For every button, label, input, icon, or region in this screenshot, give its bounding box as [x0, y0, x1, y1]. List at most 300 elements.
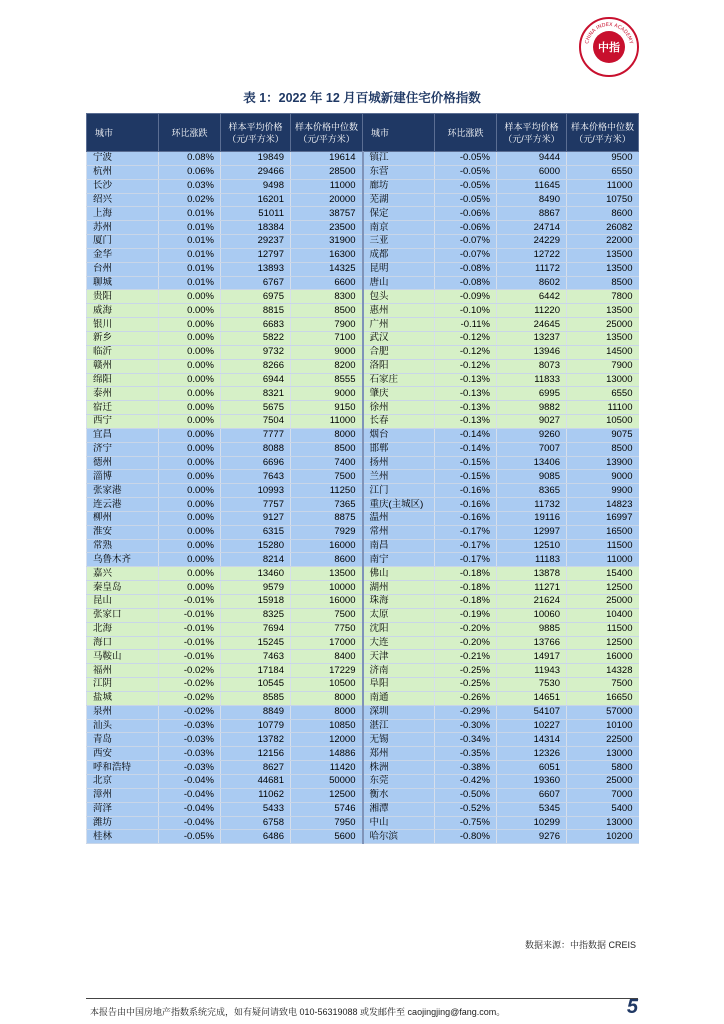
- city-cell: 杭州: [87, 165, 159, 179]
- change-cell: 0.00%: [159, 525, 221, 539]
- table-row: [87, 387, 639, 401]
- change-cell: 0.01%: [159, 276, 221, 290]
- avg-price-cell: 19116: [497, 511, 567, 525]
- avg-price-cell: 11183: [497, 553, 567, 567]
- change-cell: -0.03%: [159, 733, 221, 747]
- city-cell: 芜湖: [363, 193, 435, 207]
- median-price-cell: 9500: [567, 152, 639, 166]
- city-cell: 青岛: [87, 733, 159, 747]
- table-row: [87, 581, 639, 595]
- change-cell: -0.38%: [435, 761, 497, 775]
- change-cell: 0.01%: [159, 248, 221, 262]
- avg-price-cell: 8073: [497, 359, 567, 373]
- median-price-cell: 10850: [291, 719, 363, 733]
- change-cell: -0.18%: [435, 581, 497, 595]
- avg-price-cell: 9276: [497, 830, 567, 844]
- avg-price-cell: 6767: [221, 276, 291, 290]
- city-cell: 无锡: [363, 733, 435, 747]
- avg-price-cell: 29237: [221, 235, 291, 249]
- median-price-cell: 13000: [567, 373, 639, 387]
- avg-price-cell: 13946: [497, 345, 567, 359]
- table-row: [87, 539, 639, 553]
- median-price-cell: 13500: [567, 248, 639, 262]
- avg-price-cell: 10779: [221, 719, 291, 733]
- median-price-cell: 10500: [567, 415, 639, 429]
- city-cell: 乌鲁木齐: [87, 553, 159, 567]
- city-cell: 邯郸: [363, 442, 435, 456]
- avg-price-cell: 11220: [497, 304, 567, 318]
- avg-price-cell: 11271: [497, 581, 567, 595]
- median-price-cell: 8500: [567, 276, 639, 290]
- city-cell: 桂林: [87, 830, 159, 844]
- city-cell: 淮安: [87, 525, 159, 539]
- change-cell: 0.00%: [159, 511, 221, 525]
- median-price-cell: 12500: [567, 636, 639, 650]
- change-cell: -0.03%: [159, 747, 221, 761]
- median-price-cell: 8500: [567, 442, 639, 456]
- table-row: [87, 276, 639, 290]
- city-cell: 新乡: [87, 331, 159, 345]
- table-row: [87, 415, 639, 429]
- median-price-cell: 9000: [291, 345, 363, 359]
- change-cell: -0.13%: [435, 401, 497, 415]
- city-cell: 台州: [87, 262, 159, 276]
- logo-arc-text: CHINA INDEX ACADEMY: [584, 21, 634, 45]
- table-row: [87, 816, 639, 830]
- avg-price-cell: 13893: [221, 262, 291, 276]
- avg-price-cell: 8365: [497, 484, 567, 498]
- page-number: 5: [626, 996, 638, 1018]
- header-avg-price: 样本平均价格 （元/平方米）: [221, 114, 291, 152]
- median-price-cell: 8000: [291, 705, 363, 719]
- change-cell: 0.00%: [159, 304, 221, 318]
- change-cell: 0.00%: [159, 498, 221, 512]
- avg-price-cell: 11062: [221, 788, 291, 802]
- change-cell: -0.16%: [435, 511, 497, 525]
- city-cell: 南通: [363, 691, 435, 705]
- median-price-cell: 8000: [291, 428, 363, 442]
- city-cell: 厦门: [87, 235, 159, 249]
- change-cell: 0.00%: [159, 567, 221, 581]
- change-cell: -0.01%: [159, 608, 221, 622]
- avg-price-cell: 19360: [497, 774, 567, 788]
- avg-price-cell: 7757: [221, 498, 291, 512]
- median-price-cell: 13500: [291, 567, 363, 581]
- city-cell: 张家港: [87, 484, 159, 498]
- city-cell: 郑州: [363, 747, 435, 761]
- median-price-cell: 10100: [567, 719, 639, 733]
- median-price-cell: 7500: [567, 678, 639, 692]
- avg-price-cell: 14917: [497, 650, 567, 664]
- median-price-cell: 14886: [291, 747, 363, 761]
- city-cell: 嘉兴: [87, 567, 159, 581]
- median-price-cell: 11500: [567, 622, 639, 636]
- change-cell: -0.02%: [159, 691, 221, 705]
- change-cell: 0.00%: [159, 442, 221, 456]
- avg-price-cell: 7504: [221, 415, 291, 429]
- avg-price-cell: 11645: [497, 179, 567, 193]
- median-price-cell: 19614: [291, 152, 363, 166]
- median-price-cell: 14500: [567, 345, 639, 359]
- city-cell: 阜阳: [363, 678, 435, 692]
- avg-price-cell: 24229: [497, 235, 567, 249]
- table-row: [87, 359, 639, 373]
- median-price-cell: 7900: [291, 318, 363, 332]
- change-cell: -0.13%: [435, 387, 497, 401]
- table-row: [87, 456, 639, 470]
- change-cell: 0.01%: [159, 262, 221, 276]
- change-cell: -0.13%: [435, 373, 497, 387]
- avg-price-cell: 10299: [497, 816, 567, 830]
- city-cell: 太原: [363, 608, 435, 622]
- change-cell: 0.00%: [159, 318, 221, 332]
- city-cell: 西宁: [87, 415, 159, 429]
- median-price-cell: 16000: [291, 595, 363, 609]
- median-price-cell: 16000: [291, 539, 363, 553]
- avg-price-cell: 9579: [221, 581, 291, 595]
- city-cell: 金华: [87, 248, 159, 262]
- change-cell: -0.30%: [435, 719, 497, 733]
- table-row: [87, 622, 639, 636]
- avg-price-cell: 13766: [497, 636, 567, 650]
- avg-price-cell: 6315: [221, 525, 291, 539]
- city-cell: 洛阳: [363, 359, 435, 373]
- change-cell: 0.06%: [159, 165, 221, 179]
- avg-price-cell: 9732: [221, 345, 291, 359]
- table-row: [87, 304, 639, 318]
- avg-price-cell: 11833: [497, 373, 567, 387]
- median-price-cell: 9900: [567, 484, 639, 498]
- table-row: [87, 525, 639, 539]
- change-cell: -0.13%: [435, 415, 497, 429]
- avg-price-cell: 8585: [221, 691, 291, 705]
- table-row: [87, 470, 639, 484]
- table-row: [87, 318, 639, 332]
- median-price-cell: 15400: [567, 567, 639, 581]
- avg-price-cell: 7530: [497, 678, 567, 692]
- table-row: [87, 733, 639, 747]
- median-price-cell: 6600: [291, 276, 363, 290]
- change-cell: 0.00%: [159, 331, 221, 345]
- avg-price-cell: 6758: [221, 816, 291, 830]
- median-price-cell: 7750: [291, 622, 363, 636]
- change-cell: 0.01%: [159, 207, 221, 221]
- change-cell: -0.35%: [435, 747, 497, 761]
- median-price-cell: 7100: [291, 331, 363, 345]
- median-price-cell: 7900: [567, 359, 639, 373]
- avg-price-cell: 7007: [497, 442, 567, 456]
- change-cell: -0.42%: [435, 774, 497, 788]
- change-cell: -0.19%: [435, 608, 497, 622]
- avg-price-cell: 14651: [497, 691, 567, 705]
- change-cell: -0.14%: [435, 428, 497, 442]
- avg-price-cell: 6442: [497, 290, 567, 304]
- median-price-cell: 8875: [291, 511, 363, 525]
- table-row: [87, 636, 639, 650]
- median-price-cell: 10750: [567, 193, 639, 207]
- median-price-cell: 9075: [567, 428, 639, 442]
- change-cell: -0.75%: [435, 816, 497, 830]
- median-price-cell: 7400: [291, 456, 363, 470]
- median-price-cell: 13500: [567, 262, 639, 276]
- median-price-cell: 9000: [567, 470, 639, 484]
- city-cell: 廊坊: [363, 179, 435, 193]
- median-price-cell: 31900: [291, 235, 363, 249]
- avg-price-cell: 12797: [221, 248, 291, 262]
- avg-price-cell: 10993: [221, 484, 291, 498]
- table-row: [87, 401, 639, 415]
- avg-price-cell: 10227: [497, 719, 567, 733]
- change-cell: -0.16%: [435, 498, 497, 512]
- city-cell: 温州: [363, 511, 435, 525]
- city-cell: 福州: [87, 664, 159, 678]
- table-row: [87, 802, 639, 816]
- change-cell: -0.34%: [435, 733, 497, 747]
- median-price-cell: 8300: [291, 290, 363, 304]
- city-cell: 泰州: [87, 387, 159, 401]
- avg-price-cell: 6607: [497, 788, 567, 802]
- city-cell: 东营: [363, 165, 435, 179]
- avg-price-cell: 44681: [221, 774, 291, 788]
- footer-rule: [86, 998, 638, 999]
- city-cell: 威海: [87, 304, 159, 318]
- change-cell: -0.52%: [435, 802, 497, 816]
- city-cell: 佛山: [363, 567, 435, 581]
- change-cell: -0.25%: [435, 678, 497, 692]
- table-row: [87, 345, 639, 359]
- city-cell: 济宁: [87, 442, 159, 456]
- avg-price-cell: 6975: [221, 290, 291, 304]
- city-cell: 长春: [363, 415, 435, 429]
- city-cell: 湖州: [363, 581, 435, 595]
- table-row: [87, 262, 639, 276]
- city-cell: 保定: [363, 207, 435, 221]
- median-price-cell: 11000: [567, 179, 639, 193]
- table-row: [87, 691, 639, 705]
- median-price-cell: 9150: [291, 401, 363, 415]
- median-price-cell: 8555: [291, 373, 363, 387]
- median-price-cell: 16650: [567, 691, 639, 705]
- avg-price-cell: 12722: [497, 248, 567, 262]
- change-cell: -0.10%: [435, 304, 497, 318]
- median-price-cell: 11100: [567, 401, 639, 415]
- avg-price-cell: 9882: [497, 401, 567, 415]
- city-cell: 北海: [87, 622, 159, 636]
- avg-price-cell: 9085: [497, 470, 567, 484]
- city-cell: 珠海: [363, 595, 435, 609]
- change-cell: 0.08%: [159, 152, 221, 166]
- median-price-cell: 16300: [291, 248, 363, 262]
- change-cell: -0.03%: [159, 761, 221, 775]
- median-price-cell: 23500: [291, 221, 363, 235]
- change-cell: -0.02%: [159, 664, 221, 678]
- change-cell: -0.05%: [435, 152, 497, 166]
- table-row: [87, 761, 639, 775]
- table-row: [87, 373, 639, 387]
- change-cell: -0.21%: [435, 650, 497, 664]
- city-cell: 烟台: [363, 428, 435, 442]
- city-cell: 聊城: [87, 276, 159, 290]
- avg-price-cell: 6000: [497, 165, 567, 179]
- change-cell: -0.05%: [159, 830, 221, 844]
- median-price-cell: 11000: [291, 179, 363, 193]
- median-price-cell: 13900: [567, 456, 639, 470]
- avg-price-cell: 15280: [221, 539, 291, 553]
- median-price-cell: 7929: [291, 525, 363, 539]
- avg-price-cell: 5822: [221, 331, 291, 345]
- city-cell: 衡水: [363, 788, 435, 802]
- avg-price-cell: 5345: [497, 802, 567, 816]
- city-cell: 扬州: [363, 456, 435, 470]
- change-cell: 0.00%: [159, 553, 221, 567]
- avg-price-cell: 18384: [221, 221, 291, 235]
- city-cell: 深圳: [363, 705, 435, 719]
- median-price-cell: 8600: [567, 207, 639, 221]
- median-price-cell: 22500: [567, 733, 639, 747]
- median-price-cell: 14823: [567, 498, 639, 512]
- data-source: 数据来源：中指数据 CREIS: [524, 940, 636, 950]
- table-row: [87, 567, 639, 581]
- change-cell: -0.01%: [159, 650, 221, 664]
- avg-price-cell: 10545: [221, 678, 291, 692]
- change-cell: -0.08%: [435, 262, 497, 276]
- median-price-cell: 17229: [291, 664, 363, 678]
- change-cell: -0.15%: [435, 456, 497, 470]
- avg-price-cell: 13237: [497, 331, 567, 345]
- avg-price-cell: 9127: [221, 511, 291, 525]
- median-price-cell: 7365: [291, 498, 363, 512]
- change-cell: -0.26%: [435, 691, 497, 705]
- table-row: [87, 830, 639, 844]
- city-cell: 苏州: [87, 221, 159, 235]
- city-cell: 泉州: [87, 705, 159, 719]
- avg-price-cell: 10060: [497, 608, 567, 622]
- change-cell: 0.00%: [159, 290, 221, 304]
- median-price-cell: 11000: [291, 415, 363, 429]
- city-cell: 绵阳: [87, 373, 159, 387]
- city-cell: 潍坊: [87, 816, 159, 830]
- header-city: 城市: [87, 114, 159, 152]
- avg-price-cell: 9498: [221, 179, 291, 193]
- median-price-cell: 5600: [291, 830, 363, 844]
- median-price-cell: 7950: [291, 816, 363, 830]
- change-cell: -0.17%: [435, 525, 497, 539]
- median-price-cell: 7000: [567, 788, 639, 802]
- city-cell: 三亚: [363, 235, 435, 249]
- avg-price-cell: 8602: [497, 276, 567, 290]
- city-cell: 临沂: [87, 345, 159, 359]
- median-price-cell: 22000: [567, 235, 639, 249]
- avg-price-cell: 29466: [221, 165, 291, 179]
- city-cell: 包头: [363, 290, 435, 304]
- change-cell: -0.12%: [435, 331, 497, 345]
- table-row: [87, 664, 639, 678]
- table-row: [87, 235, 639, 249]
- median-price-cell: 5400: [567, 802, 639, 816]
- change-cell: 0.03%: [159, 179, 221, 193]
- header-change: 环比涨跌: [159, 114, 221, 152]
- change-cell: 0.00%: [159, 359, 221, 373]
- logo-text: 中指: [598, 41, 620, 54]
- median-price-cell: 50000: [291, 774, 363, 788]
- city-cell: 连云港: [87, 498, 159, 512]
- avg-price-cell: 8266: [221, 359, 291, 373]
- city-cell: 哈尔滨: [363, 830, 435, 844]
- avg-price-cell: 15245: [221, 636, 291, 650]
- table-row: [87, 719, 639, 733]
- city-cell: 海口: [87, 636, 159, 650]
- change-cell: 0.00%: [159, 345, 221, 359]
- avg-price-cell: 12326: [497, 747, 567, 761]
- avg-price-cell: 13460: [221, 567, 291, 581]
- median-price-cell: 26082: [567, 221, 639, 235]
- change-cell: -0.15%: [435, 470, 497, 484]
- median-price-cell: 8200: [291, 359, 363, 373]
- avg-price-cell: 51011: [221, 207, 291, 221]
- avg-price-cell: 54107: [497, 705, 567, 719]
- median-price-cell: 20000: [291, 193, 363, 207]
- city-cell: 徐州: [363, 401, 435, 415]
- avg-price-cell: 8214: [221, 553, 291, 567]
- avg-price-cell: 8325: [221, 608, 291, 622]
- avg-price-cell: 8815: [221, 304, 291, 318]
- median-price-cell: 13000: [567, 816, 639, 830]
- change-cell: 0.00%: [159, 581, 221, 595]
- change-cell: -0.01%: [159, 636, 221, 650]
- table-row: [87, 608, 639, 622]
- table-row: [87, 248, 639, 262]
- avg-price-cell: 24714: [497, 221, 567, 235]
- city-cell: 绍兴: [87, 193, 159, 207]
- change-cell: -0.17%: [435, 539, 497, 553]
- table-row: [87, 553, 639, 567]
- change-cell: 0.00%: [159, 401, 221, 415]
- avg-price-cell: 7694: [221, 622, 291, 636]
- avg-price-cell: 8627: [221, 761, 291, 775]
- avg-price-cell: 9444: [497, 152, 567, 166]
- header-median-price: 样本价格中位数 （元/平方米）: [291, 114, 363, 152]
- table-row: [87, 290, 639, 304]
- change-cell: -0.05%: [435, 179, 497, 193]
- change-cell: -0.08%: [435, 276, 497, 290]
- city-cell: 银川: [87, 318, 159, 332]
- avg-price-cell: 8849: [221, 705, 291, 719]
- city-cell: 宁波: [87, 152, 159, 166]
- city-cell: 合肥: [363, 345, 435, 359]
- city-cell: 赣州: [87, 359, 159, 373]
- city-cell: 唐山: [363, 276, 435, 290]
- median-price-cell: 7500: [291, 608, 363, 622]
- change-cell: 0.00%: [159, 456, 221, 470]
- city-cell: 昆山: [87, 595, 159, 609]
- china-index-academy-logo: [578, 16, 640, 78]
- city-cell: 中山: [363, 816, 435, 830]
- header-median-price: 样本价格中位数 （元/平方米）: [567, 114, 639, 152]
- avg-price-cell: 5433: [221, 802, 291, 816]
- change-cell: -0.05%: [435, 193, 497, 207]
- city-cell: 德州: [87, 456, 159, 470]
- median-price-cell: 7500: [291, 470, 363, 484]
- city-cell: 汕头: [87, 719, 159, 733]
- median-price-cell: 16997: [567, 511, 639, 525]
- median-price-cell: 13500: [567, 331, 639, 345]
- change-cell: -0.06%: [435, 207, 497, 221]
- city-cell: 惠州: [363, 304, 435, 318]
- median-price-cell: 10400: [567, 608, 639, 622]
- change-cell: 0.01%: [159, 235, 221, 249]
- city-cell: 长沙: [87, 179, 159, 193]
- avg-price-cell: 9027: [497, 415, 567, 429]
